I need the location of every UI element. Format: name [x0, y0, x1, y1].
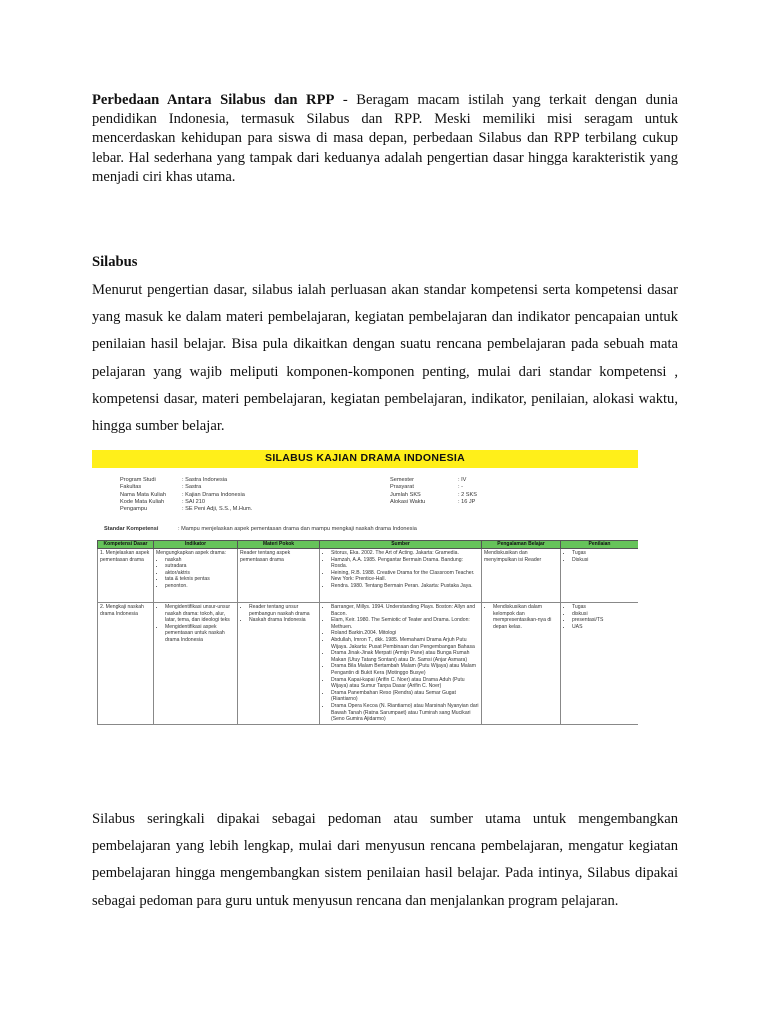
sumber-item: • Abdullah, Imron T., dkk. 1985. Memahami Drama Arjuh Putu Wijaya. Jakarta: Pusat Pembinaan dan Pengembangan Bahasa — [331, 637, 479, 650]
meta-label: Prasyarat — [390, 484, 414, 491]
meta-left — [120, 477, 252, 513]
intro-title: Perbedaan Antara Silabus dan RPP — [92, 92, 335, 108]
standard-value: : Mampu menjelaskan aspek pementasan drama dan mampu mengkaji naskah drama Indonesia — [178, 526, 417, 532]
sumber-item: • Roland Barkin.2004. Mitologi — [331, 630, 479, 637]
silabus-paragraph-1: Menurut pengertian dasar, silabus ialah perluasan akan standar kompetensi serta kompetensi dasar yang masuk ke dalam materi pembelajaran, kegiatan pembelajaran dan indikator pencapaian untuk penilaian hasil belajar. Bisa pula dikaitkan dengan suatu rencana pembelajaran pada sebuah mata pelajaran yang wajib meliputi komponen-komponen penting, mulai dari standar kompetensi , kompetensi dasar, materi pembelajaran, kegiatan pembelajaran, indikator, penilaian, alokasi waktu, hingga sumber belajar. — [92, 282, 678, 435]
figure-title: SILABUS KAJIAN DRAMA INDONESIA — [265, 452, 465, 464]
sumber-cell — [320, 549, 482, 603]
indikator-item: • tata & teknis pentas — [165, 576, 235, 583]
meta-value: : SAI 210 — [182, 498, 206, 505]
standard-competence — [104, 526, 417, 532]
silabus-paragraph-2: Silabus seringkali dipakai sebagai pedoman atau sumber utama untuk mengembangkan pembelajaran yang lebih lengkap, mulai dari menyusun rencana pembelajaran, mengatur kegiatan pembelajaran hingga mengembangkan sistem penilaian hasil belajar. Pada intinya, Silabus dipakai sebagai pedoman para guru untuk menyusun rencana dan menjalankan program pelajaran. — [92, 811, 678, 909]
meta-label: Pengampu — [120, 506, 148, 513]
meta-value: : IV — [458, 477, 467, 483]
meta-label: Semester — [390, 477, 414, 483]
meta-row — [120, 506, 252, 513]
meta-value: : Kajian Drama Indonesia — [182, 491, 245, 498]
kompetensi-cell: 2. Mengkaji naskah drama Indonesia — [98, 603, 154, 725]
meta-label: Jumlah SKS — [390, 491, 421, 498]
penilaian-cell — [561, 603, 639, 725]
materi-cell — [238, 549, 320, 603]
meta-right — [390, 477, 477, 506]
meta-row — [390, 477, 477, 484]
section-heading: Silabus — [92, 254, 138, 270]
sumber-item: • Drama Opera Kecoa (N. Riantiarno) atau Marsinah Nyanyian dari Bawah Tanah (Ratna Sarumpaet) atau Tumirah sang Mucikari (Seno Gumira Ajidarmo) — [331, 703, 479, 723]
column-header: Materi Pokok — [238, 541, 320, 549]
indikator-item: • penonton. — [165, 583, 235, 590]
materi-item: Reader tentang aspek pementasan drama — [240, 550, 291, 563]
column-header: Indikator — [154, 541, 238, 549]
meta-value: : 2 SKS — [458, 491, 477, 498]
meta-label: Kode Mata Kuliah — [120, 498, 165, 505]
sumber-cell — [320, 603, 482, 725]
sumber-item: • Drama Panembahan Reso (Rendra) atau Semar Gugat (Riantiarno) — [331, 690, 479, 703]
penilaian-item: • presentasi/TS — [572, 617, 636, 624]
indikator-item: • Mengidentifikasi unsur-unsur naskah drama: tokoh, alur, latar, tema, dan ideologi teks — [165, 604, 235, 624]
sumber-item: • Barranger, Millys. 1994. Understanding Plays. Boston: Allyn and Bacon. — [331, 604, 479, 617]
indikator-item: • naskah — [165, 557, 235, 564]
materi-item: • Naskah drama Indonesia — [249, 617, 317, 624]
sumber-item: • Elam, Keir. 1980. The Semiotic of Teater and Drama. London: Methuen. — [331, 617, 479, 630]
meta-row — [120, 492, 252, 499]
indikator-item: • Mengidentifikasi aspek pementasan untuk naskah drama Indonesia — [165, 624, 235, 644]
sumber-item: • Sitorus, Eka. 2002. The Art of Acting. Jakarta: Gramedia. — [331, 550, 479, 557]
sumber-item: • Drama Bila Malam Bertambah Malam (Putu Wijaya) atau Malam Pengantin di Bukit Kera (Motinggo Busye) — [331, 663, 479, 676]
meta-label: Program Studi — [120, 477, 156, 483]
table-row — [98, 549, 639, 603]
indikator-cell — [154, 603, 238, 725]
meta-value: : Sastra — [182, 484, 202, 491]
sumber-item: • Rendra. 1980. Tentang Bermain Peran. Jakarta: Pustaka Jaya. — [331, 583, 479, 590]
meta-value: : - — [458, 484, 463, 491]
materi-cell — [238, 603, 320, 725]
penilaian-item: • UAS — [572, 624, 636, 631]
standard-label: Standar Kompetensi — [104, 526, 159, 532]
sumber-item: • Hamzah, A.A. 1985. Pengantar Bermain Drama. Bandung: Rosda. — [331, 557, 479, 570]
penilaian-item: • diskusi — [572, 611, 636, 618]
pengalaman-cell — [482, 603, 561, 725]
pengalaman-cell: Mendiskusikan dan menyimpulkan isi Reader — [482, 549, 561, 603]
meta-value: : SE Peni Adji, S.S., M.Hum. — [182, 506, 253, 513]
meta-label: Nama Mata Kuliah — [120, 491, 167, 498]
meta-row — [390, 484, 477, 491]
indikator-item: • aktor/aktris — [165, 570, 235, 577]
meta-row — [120, 477, 252, 484]
meta-row — [390, 499, 477, 506]
sumber-item: • Drama Jinak-Jinak Merpati (Armijn Pane) atau Bunga Rumah Makan (Utuy Tatang Sontani) atau Dr. Samsi (Anjar Asmara) — [331, 650, 479, 663]
penilaian-cell — [561, 549, 639, 603]
intro-text: - Beragam macam istilah yang terkait dengan dunia pendidikan Indonesia, termasuk Silabus dan RPP. Meski memiliki misi seragam untuk mencerdaskan kehidupan para siswa di masa depan, perbedaan Silabus dan RPP terbilang cukup lebar. Hal sederhana yang tampak dari keduanya adalah pengertian dasar hingga karakteristik yang menjadi ciri khas utama. — [92, 92, 678, 185]
meta-row — [120, 499, 252, 506]
indikator-intro: Mengungkapkan aspek drama: — [156, 550, 226, 556]
meta-row — [120, 484, 252, 491]
meta-value: : 16 JP — [458, 498, 476, 505]
penilaian-item: • Diskusi — [572, 557, 636, 564]
column-header: Penilaian — [561, 541, 639, 549]
column-header: Sumber — [320, 541, 482, 549]
materi-item: • Reader tentang unsur pembangun naskah drama — [249, 604, 317, 617]
meta-label: Alokasi Waktu — [390, 498, 426, 505]
sumber-item: • Drama Kapai-kapai (Arifin C. Noer) atau Drama Aduh (Putu Wijaya) atau Sumur Tanpa Dasar (Arifin C. Noer) — [331, 677, 479, 690]
indikator-item: • sutradara — [165, 563, 235, 570]
intro-paragraph — [92, 91, 678, 187]
syllabus-table — [97, 540, 638, 725]
sumber-item: • Heining, R.B. 1988. Creative Drama for the Classroom Teacher. New York: Prentice-Hall. — [331, 570, 479, 583]
column-header: Kompetensi Dasar — [98, 541, 154, 549]
table-header-row — [98, 541, 639, 549]
kompetensi-cell: 1. Menjelaskan aspek pementasan drama — [98, 549, 154, 603]
pengalaman-item: • Mendiskusikan dalam kelompok dan mempresentasikan-nya di depan kelas. — [493, 604, 558, 630]
column-header: Pengalaman Belajar — [482, 541, 561, 549]
penilaian-item: • Tugas — [572, 604, 636, 611]
penilaian-item: • Tugas — [572, 550, 636, 557]
meta-row — [390, 492, 477, 499]
indikator-cell — [154, 549, 238, 603]
table-row — [98, 603, 639, 725]
syllabus-figure — [92, 447, 638, 788]
meta-value: : Sastra Indonesia — [182, 477, 228, 483]
meta-label: Fakultas — [120, 484, 142, 491]
